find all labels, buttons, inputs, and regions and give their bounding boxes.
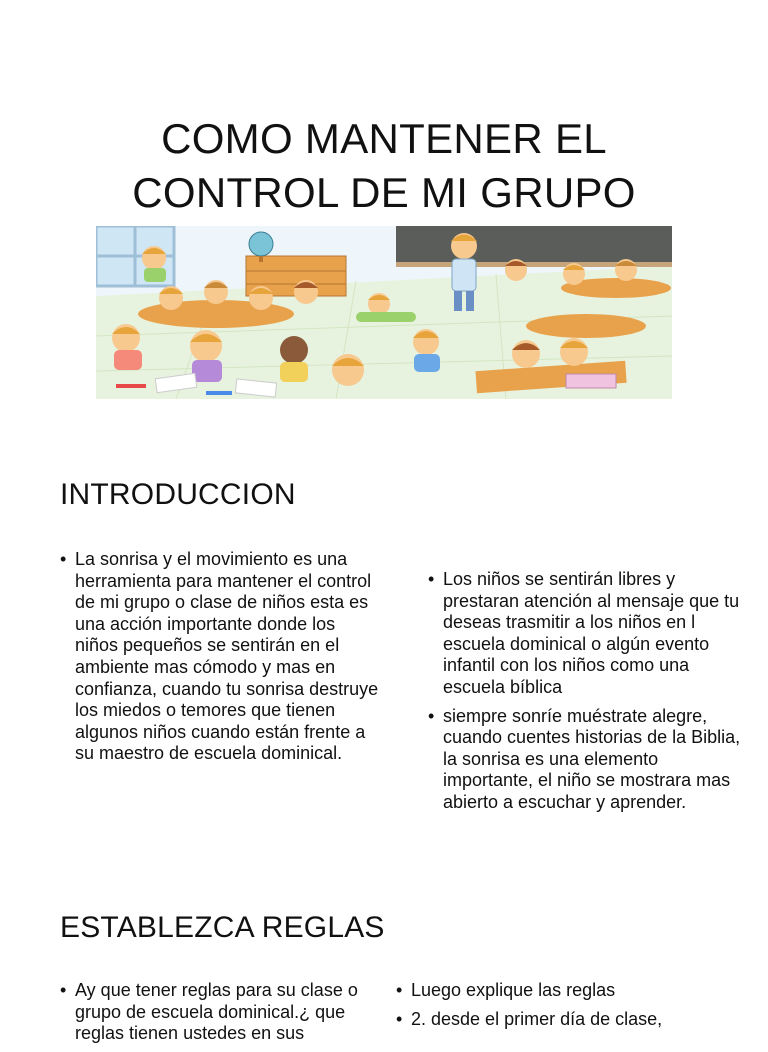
list-item bbox=[428, 706, 748, 814]
bullet-dot: • bbox=[396, 980, 403, 1000]
bullet-text: siempre sonríe muéstrate alegre, cuando cuentes historias de la Biblia, la sonrisa es una elemento importante, el niño se mostrara mas abierto a escuchar y aprender. bbox=[443, 705, 741, 812]
classroom-illustration bbox=[96, 226, 672, 399]
bullet-text: Luego explique las reglas bbox=[411, 980, 616, 1000]
reglas-right-bullets bbox=[396, 980, 736, 1037]
list-item bbox=[60, 549, 380, 765]
intro-left-bullets bbox=[60, 549, 380, 772]
list-item bbox=[396, 1009, 736, 1031]
bullet-dot: • bbox=[428, 569, 435, 589]
section-heading-introduccion: INTRODUCCION bbox=[60, 478, 296, 511]
bullet-text: Los niños se sentirán libres y prestaran atención al mensaje que tu deseas trasmitir a los niños en l escuela dominical o algún evento infantil con los niños como una escuela bíblica bbox=[443, 569, 740, 697]
reglas-left-bullets bbox=[60, 980, 380, 1052]
bullet-dot: • bbox=[60, 980, 67, 1000]
classroom-svg bbox=[96, 226, 672, 399]
bullet-dot: • bbox=[60, 549, 67, 569]
bullet-text: 2. desde el primer día de clase, bbox=[411, 1008, 663, 1029]
bullet-text: La sonrisa y el movimiento es una herramienta para mantener el control de mi grupo o clase de niños esta es una acción importante donde los niños pequeños se sentirán en el ambiente mas cómodo y mas en confianza, cuando tu sonrisa destruye los miedos o temores que tienen algunos niños cuando están frente a su maestro de escuela dominical. bbox=[75, 549, 379, 764]
list-item bbox=[60, 980, 380, 1045]
bullet-dot: • bbox=[396, 1008, 403, 1029]
slide-title bbox=[0, 112, 768, 220]
section-heading-reglas: ESTABLEZCA REGLAS bbox=[60, 911, 385, 944]
bullet-text: Ay que tener reglas para su clase o grupo de escuela dominical.¿ que reglas tienen ustedes en sus bbox=[75, 980, 358, 1044]
title-line-2: CONTROL DE MI GRUPO bbox=[132, 169, 636, 216]
intro-right-bullets bbox=[428, 569, 748, 821]
bullet-dot: • bbox=[428, 705, 435, 726]
title-line-1: COMO MANTENER EL bbox=[161, 115, 607, 162]
list-item bbox=[428, 569, 748, 699]
list-item bbox=[396, 980, 736, 1002]
